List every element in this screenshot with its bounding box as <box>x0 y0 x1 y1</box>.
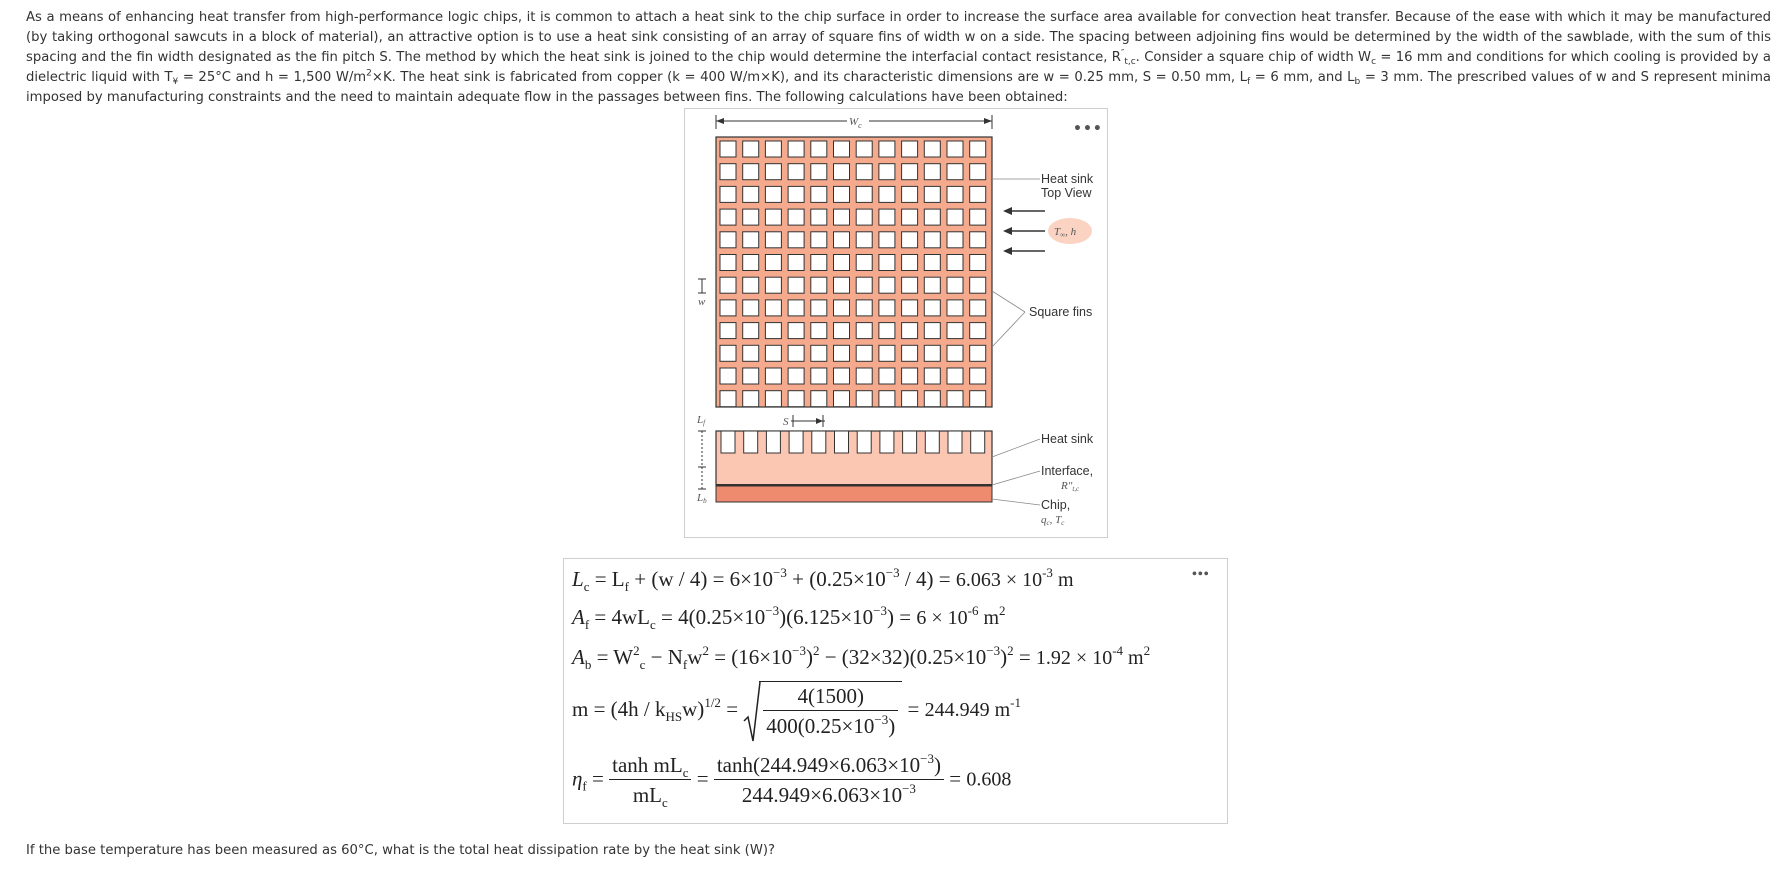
chip-block <box>716 486 992 502</box>
square-fin <box>788 186 804 202</box>
square-fin <box>902 232 918 248</box>
problem-statement: As a means of enhancing heat transfer from high-performance logic chips, it is common to attach a heat sink to the chip surface in order to increase the surface area available for convection heat transfer. Because of the ease with which it may be manufactured (by taking orthogonal sawcuts in a block of material), an attractive option is to use a heat sink consisting of an array of square fins of width w on a side. The spacing between adjoining fins would be determined by the width of the sawblade, with the sum of this spacing and the fin width designated as the fin pitch S. The method by which the heat sink is joined to the chip would determine the interfacial contact resistance, $R''_{t,c}$. Consider a square chip of width $W_c = 16$ mm and conditions for which cooling is provided by a dielectric liquid with $T_¥ = 25^\circ C$ and h = 1,500 $W/m^2\times K$. The heat sink is fabricated from copper (k = 400 W/m×K), and its characteristic dimensions are w = 0.25 mm, S = 0.50 mm, $L_f = 6$ mm, and $L_b = 3$ mm. The prescribed values of w and S represent minima imposed by manufacturing constraints and the need to maintain adequate flow in the passages between fins. The following calculations have been obtained: <box>26 10 1771 105</box>
dimension-lf-lb <box>696 414 707 505</box>
square-fin <box>856 141 872 157</box>
square-fin <box>765 391 781 407</box>
square-fin <box>947 255 963 271</box>
square-fin <box>902 300 918 316</box>
label-heat-sink: Heat sink <box>1041 432 1094 446</box>
square-fin <box>924 255 940 271</box>
square-fin <box>856 255 872 271</box>
square-fin <box>924 209 940 225</box>
square-fin <box>970 186 986 202</box>
square-fin <box>765 300 781 316</box>
square-fin <box>788 141 804 157</box>
square-fin <box>765 255 781 271</box>
square-fin <box>788 209 804 225</box>
square-fin <box>834 232 850 248</box>
square-fin <box>970 300 986 316</box>
square-fin <box>879 186 895 202</box>
fluid-label: T∞, h <box>1054 226 1077 239</box>
equation-ab: $A_b = W^2_c - N_fw^2 = (16\times 10^{-3})^2 - (32\times 32)(0.25\times 10^{-3})^2 = 1.92 \times 10^{-4}$ $m^2$ <box>572 643 1151 672</box>
equation-m: $m = (4h / k_{HS}w)^{1/2}$ = $\frac{4(1500)}{400(0.25\times 10^{-3})}$ = 244.949 $m^{-1}$ <box>572 681 1021 741</box>
square-fin <box>811 186 827 202</box>
square-fin <box>788 391 804 407</box>
fluid-flow-arrows <box>1003 207 1045 255</box>
square-fin <box>902 323 918 339</box>
square-fin <box>879 345 895 361</box>
square-fin <box>743 368 759 384</box>
square-fin <box>720 164 736 180</box>
square-root: $\frac{4(1500)}{400(0.25\times 10^{-3})}$ <box>743 681 902 741</box>
fin-gap <box>766 431 780 453</box>
label-interface-symbol: R″t,c <box>1061 480 1080 493</box>
square-fin <box>879 141 895 157</box>
square-fin <box>902 209 918 225</box>
square-fin <box>788 368 804 384</box>
square-fin <box>765 368 781 384</box>
square-fin <box>947 345 963 361</box>
fin-gap <box>721 431 735 453</box>
square-fin <box>924 368 940 384</box>
square-fin <box>924 277 940 293</box>
square-fin <box>765 141 781 157</box>
dimension-w <box>698 279 706 308</box>
square-fin <box>720 368 736 384</box>
figure-more-options-icon[interactable]: ••• <box>1073 121 1103 137</box>
square-fin <box>720 186 736 202</box>
svg-text:Lb: Lb <box>697 492 707 505</box>
square-fin <box>743 391 759 407</box>
square-fin <box>765 209 781 225</box>
square-fin <box>834 391 850 407</box>
square-fin <box>879 300 895 316</box>
square-fin <box>879 323 895 339</box>
dimension-wc <box>716 114 992 130</box>
square-fin <box>924 141 940 157</box>
square-fin <box>970 232 986 248</box>
square-fin <box>811 345 827 361</box>
square-fin <box>834 141 850 157</box>
square-fin <box>788 232 804 248</box>
label-chip: Chip, <box>1041 498 1071 512</box>
fin-gap <box>744 431 758 453</box>
square-fin <box>834 277 850 293</box>
square-fin <box>924 186 940 202</box>
square-fin <box>879 164 895 180</box>
equations-more-options-icon[interactable]: ••• <box>1192 567 1210 582</box>
square-fin <box>902 186 918 202</box>
square-fin <box>879 368 895 384</box>
square-fin <box>879 255 895 271</box>
square-fin <box>788 255 804 271</box>
fin-gap <box>835 431 849 453</box>
label-interface: Interface, <box>1041 464 1094 478</box>
label-heat-sink-top-view: Heat sink <box>1041 172 1094 186</box>
square-fin <box>834 345 850 361</box>
equation-lc: $L_c = L_f + (w / 4) = 6\times 10^{-3} + (0.25\times 10^{-3} / 4) = 6.063 \times 10^{-3}$ m <box>572 565 1074 594</box>
square-fin <box>879 209 895 225</box>
square-fin <box>947 164 963 180</box>
svg-text:Wc: $W_c$ <box>849 116 862 130</box>
question-text: If the base temperature has been measured as 60°C, what is the total heat dissipation rate by the heat sink (W)? <box>26 843 776 858</box>
square-fin <box>902 345 918 361</box>
square-fin <box>743 141 759 157</box>
square-fin <box>811 255 827 271</box>
heat-sink-figure[interactable] <box>684 108 1108 538</box>
square-fin <box>947 323 963 339</box>
square-fin <box>947 186 963 202</box>
label-square-fins: Square fins <box>1029 305 1093 319</box>
square-fin <box>788 345 804 361</box>
square-fin <box>743 300 759 316</box>
square-fin <box>970 164 986 180</box>
square-fin <box>947 391 963 407</box>
label-chip-symbols: qc, Tc <box>1041 514 1065 527</box>
square-fin <box>720 277 736 293</box>
square-fin <box>856 391 872 407</box>
label-top-view: Top View <box>1041 186 1092 200</box>
square-fin <box>765 164 781 180</box>
square-fin <box>856 277 872 293</box>
square-fin <box>924 164 940 180</box>
square-fin <box>947 277 963 293</box>
square-fin <box>811 141 827 157</box>
square-fin <box>788 300 804 316</box>
square-fin <box>970 141 986 157</box>
square-fin <box>765 277 781 293</box>
square-fin <box>924 391 940 407</box>
square-fin <box>947 232 963 248</box>
square-fin <box>720 345 736 361</box>
square-fin <box>834 323 850 339</box>
square-fin <box>924 300 940 316</box>
square-fin <box>947 300 963 316</box>
square-fin <box>970 277 986 293</box>
square-fin <box>743 209 759 225</box>
square-fin <box>743 186 759 202</box>
square-fin <box>743 277 759 293</box>
square-fin <box>720 141 736 157</box>
square-fin <box>879 277 895 293</box>
square-fin <box>902 391 918 407</box>
square-fin <box>720 391 736 407</box>
square-fin <box>720 232 736 248</box>
svg-text:Lf: Lf <box>697 414 706 427</box>
fin-gap <box>948 431 962 453</box>
square-fin <box>834 164 850 180</box>
square-fin <box>902 277 918 293</box>
square-fin <box>834 255 850 271</box>
square-fin <box>970 323 986 339</box>
square-fin <box>743 164 759 180</box>
square-fin <box>811 277 827 293</box>
square-fin <box>834 186 850 202</box>
fin-gap <box>880 431 894 453</box>
square-fin <box>856 209 872 225</box>
square-fin <box>788 164 804 180</box>
square-fin <box>970 368 986 384</box>
square-fin <box>811 368 827 384</box>
svg-text:w: w <box>698 296 706 308</box>
fin-gap <box>971 431 985 453</box>
square-fin <box>811 300 827 316</box>
fin-gap <box>857 431 871 453</box>
svg-text:S: S <box>783 416 789 428</box>
square-fin <box>856 232 872 248</box>
square-fin <box>970 209 986 225</box>
square-fin <box>834 368 850 384</box>
square-fin <box>811 391 827 407</box>
square-fin <box>856 186 872 202</box>
square-fin <box>970 345 986 361</box>
square-fin <box>856 300 872 316</box>
square-fin <box>856 345 872 361</box>
square-fin <box>720 255 736 271</box>
square-fin <box>720 323 736 339</box>
square-fin <box>743 255 759 271</box>
dimension-s <box>783 415 825 428</box>
square-fin <box>970 391 986 407</box>
heat-sink-side-view <box>716 431 992 502</box>
radical-sign-icon <box>743 681 761 743</box>
square-fin <box>902 164 918 180</box>
square-fin <box>720 209 736 225</box>
square-fin <box>834 300 850 316</box>
square-fin <box>856 164 872 180</box>
square-fin <box>765 345 781 361</box>
square-fin <box>970 255 986 271</box>
square-fin <box>879 391 895 407</box>
square-fin <box>788 277 804 293</box>
square-fin <box>811 209 827 225</box>
fin-gap <box>812 431 826 453</box>
square-fin <box>947 368 963 384</box>
calculation-panel[interactable] <box>563 558 1228 824</box>
square-fin <box>811 164 827 180</box>
square-fin <box>743 345 759 361</box>
square-fin <box>743 232 759 248</box>
square-fin <box>947 209 963 225</box>
square-fin <box>788 323 804 339</box>
square-fin <box>856 368 872 384</box>
square-fin <box>743 323 759 339</box>
square-fin <box>811 323 827 339</box>
square-fin <box>924 323 940 339</box>
square-fin <box>924 345 940 361</box>
square-fin <box>765 323 781 339</box>
fin-gap <box>925 431 939 453</box>
square-fin <box>811 232 827 248</box>
square-fin <box>947 141 963 157</box>
square-fin <box>720 300 736 316</box>
square-fin <box>765 186 781 202</box>
equation-eta: $\eta_f$ = $\frac{\tanh mL_c}{mL_c}$ = $\frac{\tanh(244.949\times 6.063\times 10^{-3})}{244.949\times 6.063\times 10^{-3}}$ = 0.608 <box>572 751 1012 810</box>
fin-gap <box>789 431 803 453</box>
square-fin <box>856 323 872 339</box>
heat-sink-diagram <box>685 109 1107 537</box>
fin-gap <box>903 431 917 453</box>
square-fin <box>902 141 918 157</box>
square-fin <box>924 232 940 248</box>
square-fin <box>834 209 850 225</box>
square-fin <box>879 232 895 248</box>
square-fin <box>902 255 918 271</box>
equation-af: $A_f = 4wL_c = 4(0.25\times 10^{-3})(6.125\times 10^{-3}) = 6 \times 10^{-6}$ $m^2$ <box>572 603 1006 632</box>
square-fin <box>902 368 918 384</box>
square-fin <box>765 232 781 248</box>
